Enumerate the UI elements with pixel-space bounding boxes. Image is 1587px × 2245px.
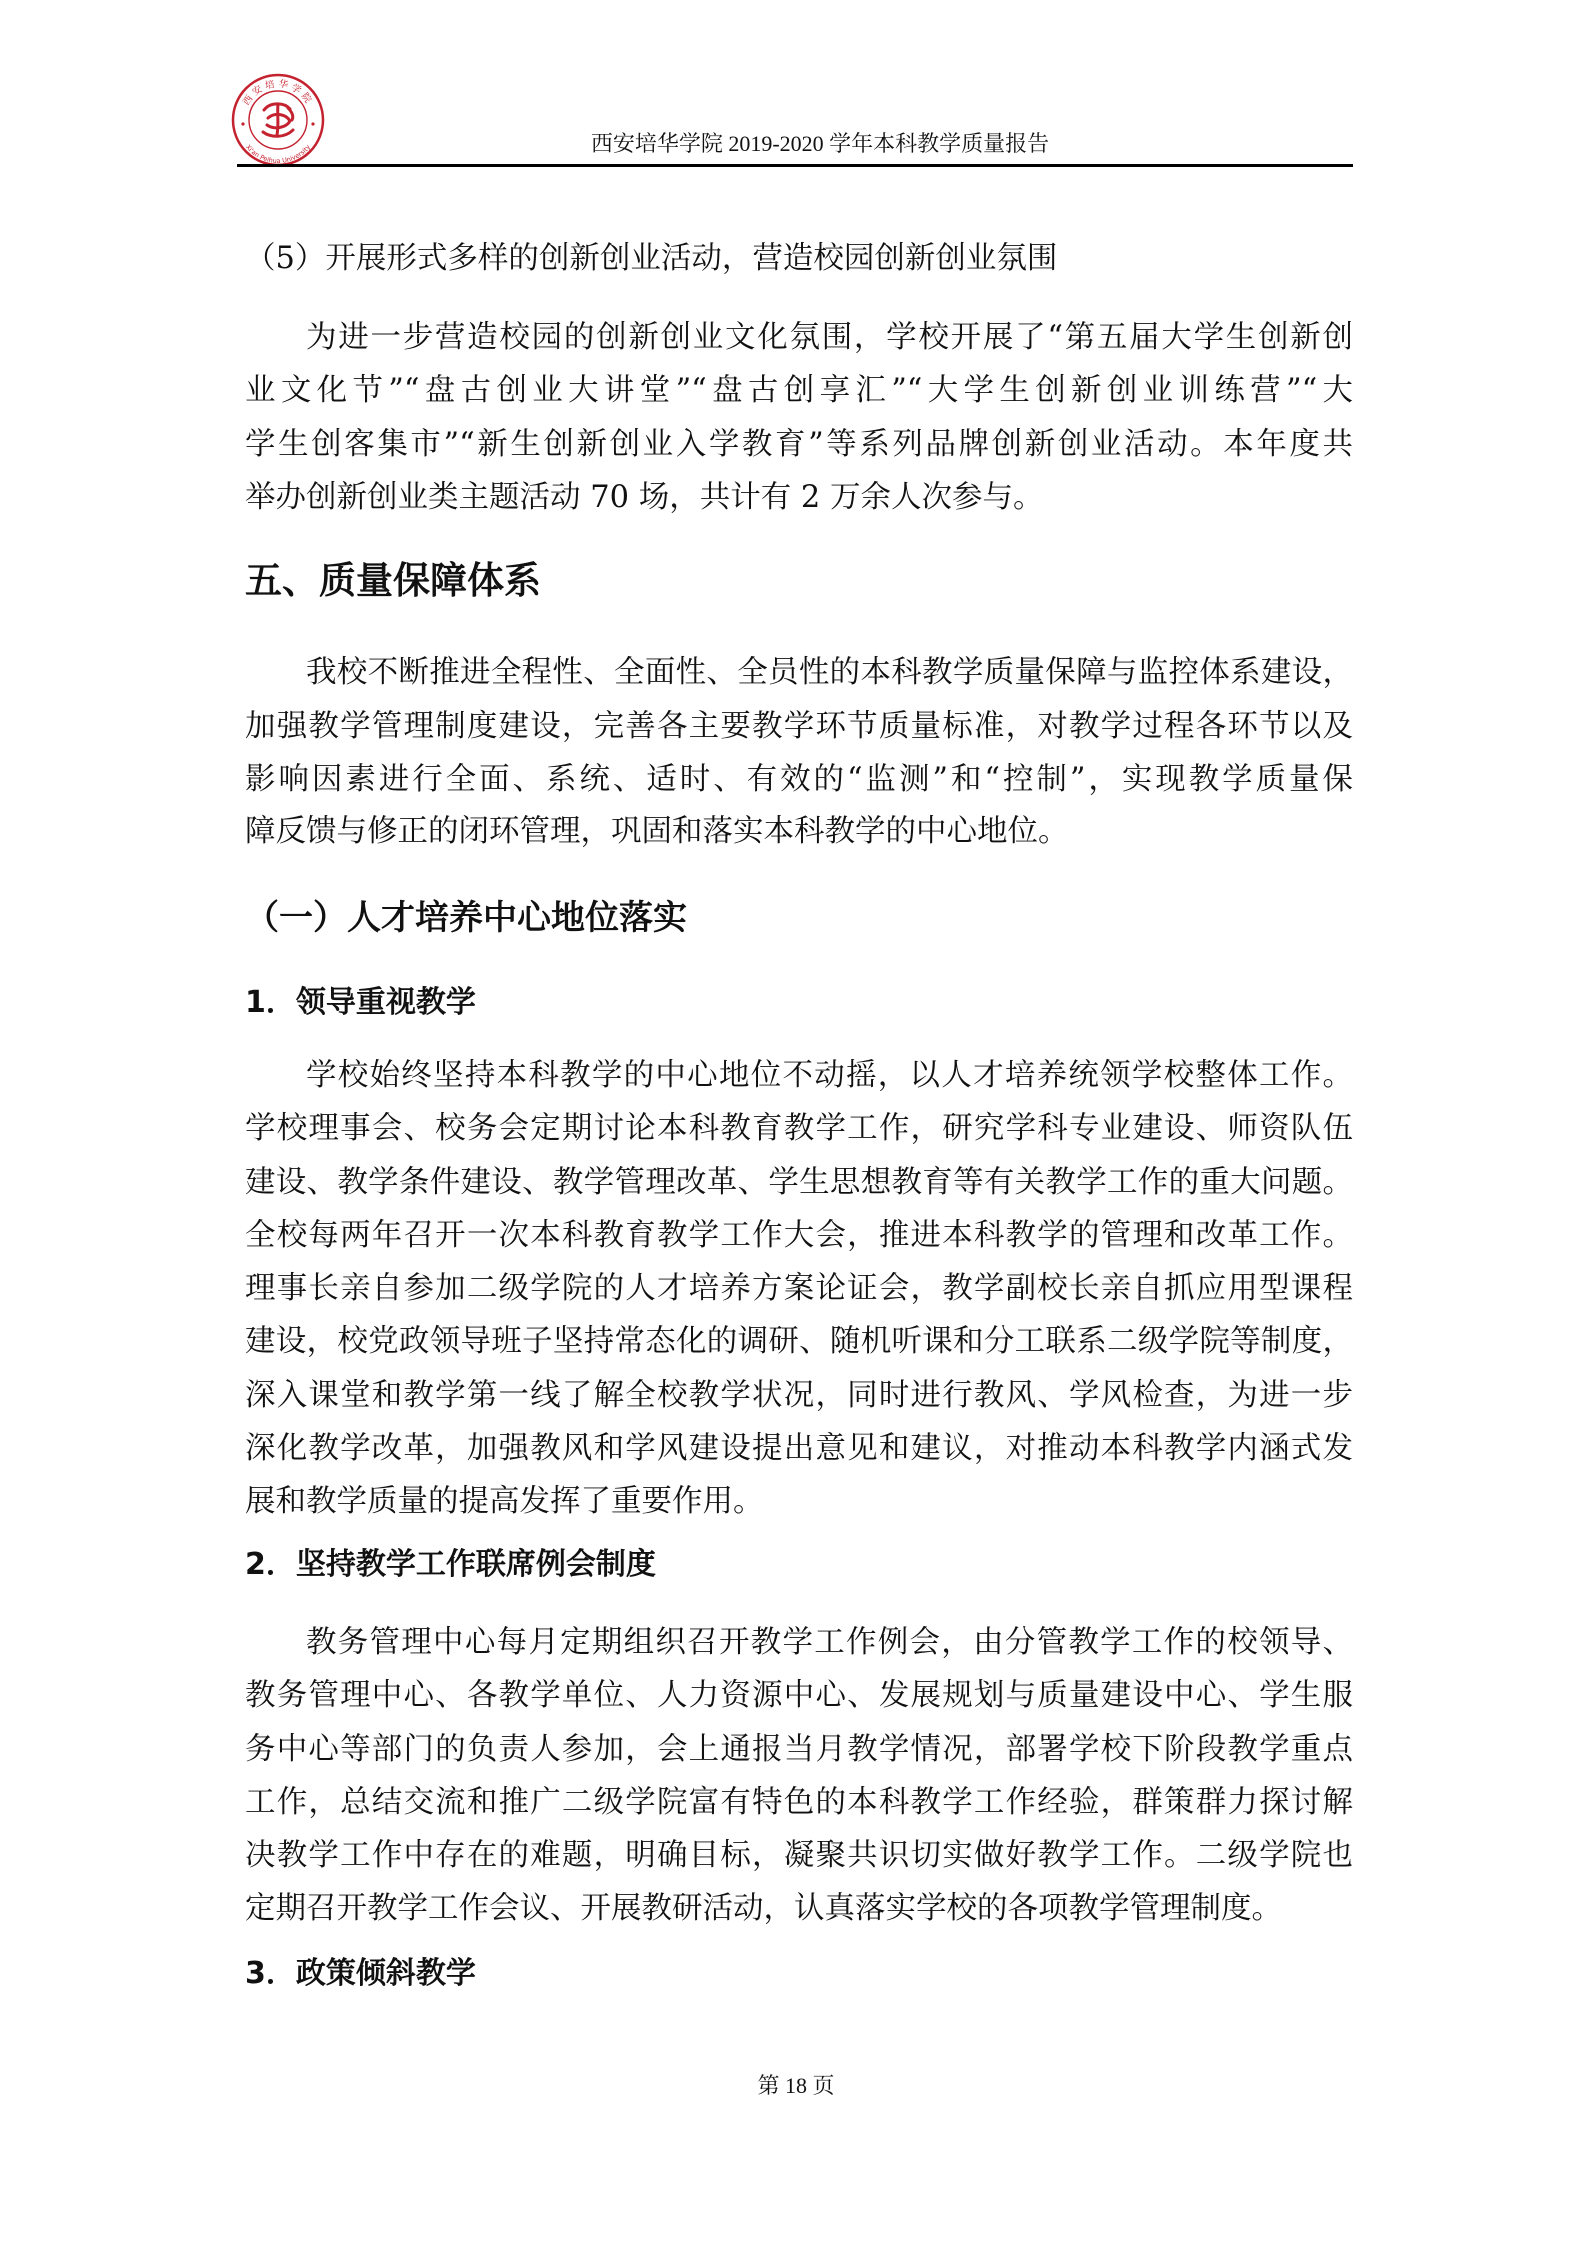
item-heading: 1．领导重视教学 — [245, 985, 476, 1020]
paragraph-line: 建设，校党政领导班子坚持常态化的调研、随机听课和分工联系二级学院等制度， — [245, 1324, 1353, 1359]
paragraph-line: 深入课堂和教学第一线了解全校教学状况，同时进行教风、学风检查，为进一步 — [245, 1378, 1353, 1413]
paragraph-line: 建设、教学条件建设、教学管理改革、学生思想教育等有关教学工作的重大问题。 — [245, 1165, 1353, 1200]
activity-item-title: （5）开展形式多样的创新创业活动，营造校园创新创业氛围 — [245, 241, 1058, 276]
paragraph-line: 举办创新创业类主题活动 70 场，共计有 2 万余人次参与。 — [245, 480, 1044, 515]
report-header-title: 西安培华学院 2019-2020 学年本科教学质量报告 — [590, 131, 1050, 156]
paragraph-line: 学生创客集市”“新生创新创业入学教育”等系列品牌创新创业活动。本年度共 — [245, 427, 1353, 462]
paragraph-line: 展和教学质量的提高发挥了重要作用。 — [245, 1484, 764, 1519]
paragraph-line: 影响因素进行全面、系统、适时、有效的“监测”和“控制”，实现教学质量保 — [245, 762, 1353, 797]
page-number: 第 18 页 — [757, 2073, 835, 2098]
paragraph-line: 为进一步营造校园的创新创业文化氛围，学校开展了“第五届大学生创新创 — [306, 320, 1353, 355]
paragraph-line: 全校每两年召开一次本科教育教学工作大会，推进本科教学的管理和改革工作。 — [245, 1218, 1353, 1253]
paragraph-line: 学校始终坚持本科教学的中心地位不动摇，以人才培养统领学校整体工作。 — [306, 1058, 1353, 1093]
paragraph-line: 工作，总结交流和推广二级学院富有特色的本科教学工作经验，群策群力探讨解 — [245, 1785, 1353, 1820]
paragraph-line: 障反馈与修正的闭环管理，巩固和落实本科教学的中心地位。 — [245, 814, 1069, 849]
paragraph-line: 务中心等部门的负责人参加，会上通报当月教学情况，部署学校下阶段教学重点 — [245, 1732, 1353, 1767]
paragraph-line: 深化教学改革，加强教风和学风建设提出意见和建议，对推动本科教学内涵式发 — [245, 1431, 1353, 1466]
logo-ring-english-text: Xi'an Peihua University — [243, 143, 313, 166]
subsection-heading: （一）人才培养中心地位落实 — [245, 898, 687, 938]
item-heading: 3．政策倾斜教学 — [245, 1956, 476, 1991]
svg-text:Xi'an Peihua University — [244, 143, 312, 165]
paragraph-line: 我校不断推进全程性、全面性、全员性的本科教学质量保障与监控体系建设， — [306, 655, 1353, 690]
paragraph-line: 教务管理中心、各教学单位、人力资源中心、发展规划与质量建设中心、学生服 — [245, 1678, 1353, 1713]
logo-calligraphy-mark — [263, 104, 293, 136]
logo-ring-chinese-text: 西安培华学院 — [241, 78, 315, 108]
section-heading: 五、质量保障体系 — [245, 559, 541, 602]
paragraph-line: 定期召开教学工作会议、开展教研活动，认真落实学校的各项教学管理制度。 — [245, 1891, 1282, 1926]
paragraph-line: 学校理事会、校务会定期讨论本科教育教学工作，研究学科专业建设、师资队伍 — [245, 1111, 1353, 1146]
paragraph-line: 加强教学管理制度建设，完善各主要教学环节质量标准，对教学过程各环节以及 — [245, 709, 1353, 744]
university-seal-logo — [230, 72, 326, 168]
header-divider — [237, 164, 1353, 167]
paragraph-line: 决教学工作中存在的难题，明确目标，凝聚共识切实做好教学工作。二级学院也 — [245, 1838, 1353, 1873]
paragraph-line: 理事长亲自参加二级学院的人才培养方案论证会，教学副校长亲自抓应用型课程 — [245, 1271, 1353, 1306]
item-heading: 2．坚持教学工作联席例会制度 — [245, 1547, 656, 1582]
paragraph-line: 教务管理中心每月定期组织召开教学工作例会，由分管教学工作的校领导、 — [306, 1625, 1353, 1660]
paragraph-line: 业文化节”“盘古创业大讲堂”“盘古创享汇”“大学生创新创业训练营”“大 — [245, 373, 1353, 408]
